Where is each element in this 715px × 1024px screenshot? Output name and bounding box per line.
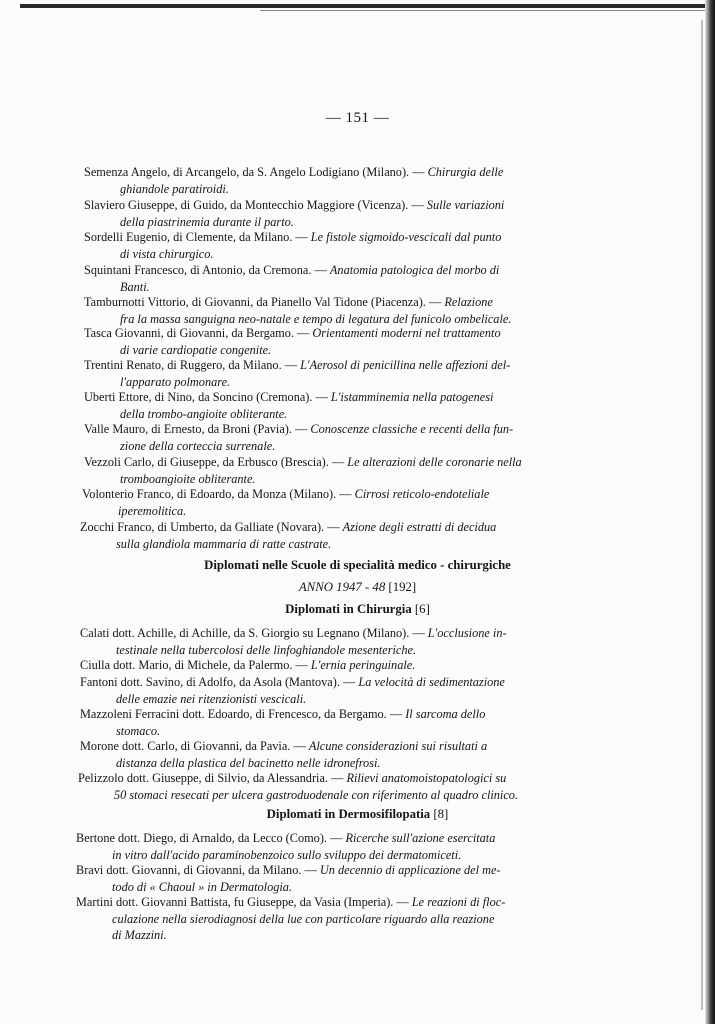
list-item bbox=[80, 657, 415, 674]
entry-title-cont: delle emazie nei ritenzionisti vescicali. bbox=[116, 691, 307, 706]
list-item bbox=[84, 421, 513, 454]
entry-title-cont: iperemolitica. bbox=[118, 503, 187, 518]
entry-title: L'Aerosol di penicillina nelle affezioni del- bbox=[300, 358, 511, 372]
entry-title: Il sarcoma dello bbox=[405, 707, 486, 721]
list-item bbox=[80, 738, 487, 771]
entry-author: Mazzoleni Ferracini dott. Edoardo, di Frencesco, da Bergamo. — bbox=[80, 707, 406, 721]
heading-chirurgia: Diplomati in Chirurgia [6] bbox=[285, 602, 430, 616]
entry-title-cont: tromboangioite obliterante. bbox=[120, 471, 256, 486]
entry-title-cont: culazione nella sierodiagnosi della lue con particolare riguardo alla reazione bbox=[112, 911, 495, 926]
entry-title: Conoscenze classiche e recenti della fun- bbox=[310, 422, 514, 436]
top-edge-rule bbox=[20, 4, 710, 8]
entry-title-cont: Banti. bbox=[120, 279, 150, 294]
list-item bbox=[76, 894, 505, 944]
list-item bbox=[76, 830, 495, 863]
entry-author: Calati dott. Achille, di Achille, da S. Giorgio su Legnano (Milano). — bbox=[80, 626, 428, 640]
entry-author: Tamburnotti Vittorio, di Giovanni, da Pianello Val Tidone (Piacenza). — bbox=[84, 295, 445, 309]
entry-author: Martini dott. Giovanni Battista, fu Giuseppe, da Vasia (Imperia). — bbox=[76, 895, 412, 909]
entry-title: Le fistole sigmoido-vescicali dal punto bbox=[310, 230, 502, 244]
entry-title: Le alterazioni delle coronarie nella bbox=[347, 455, 522, 469]
entry-title-cont: l'apparato polmonare. bbox=[120, 374, 231, 389]
entry-title: La velocità di sedimentazione bbox=[358, 675, 505, 689]
list-item bbox=[80, 519, 496, 552]
entry-title: Orientamenti moderni nel trattamento bbox=[312, 326, 501, 340]
list-item bbox=[78, 770, 518, 803]
entry-author: Valle Mauro, di Ernesto, da Broni (Pavia). — bbox=[84, 422, 311, 436]
entry-title-cont: di Mazzini. bbox=[112, 928, 167, 942]
entry-author: Bertone dott. Diego, di Arnaldo, da Lecco (Como). — bbox=[76, 831, 346, 845]
entry-title: Sulle variazioni bbox=[426, 198, 505, 212]
entry-title-cont: della trombo-angioite obliterante. bbox=[120, 406, 288, 421]
entry-author: Semenza Angelo, di Arcangelo, da S. Angelo Lodigiano (Milano). — bbox=[84, 165, 428, 179]
entry-title-cont: di vista chirurgico. bbox=[120, 246, 214, 261]
list-item bbox=[80, 706, 485, 739]
section-heading-specialita: Diplomati nelle Scuole di specialità medico - chirurgiche bbox=[204, 558, 511, 572]
entry-author: Tasca Giovanni, di Giovanni, da Bergamo. — bbox=[84, 326, 313, 340]
entry-author: Zocchi Franco, di Umberto, da Galliate (Novara). — bbox=[80, 520, 343, 534]
entry-title-cont: della piastrinemia durante il parto. bbox=[120, 214, 294, 229]
entry-title: L'occlusione in- bbox=[427, 626, 507, 640]
entry-title: Un decennio di applicazione del me- bbox=[319, 863, 501, 877]
entry-title-cont: in vitro dall'acido paraminobenzoico sullo sviluppo dei dermatomiceti. bbox=[112, 847, 462, 862]
entry-title: L'ernia peringuinale. bbox=[310, 658, 416, 672]
entry-title: Azione degli estratti di decidua bbox=[342, 520, 497, 534]
entry-author: Uberti Ettore, di Nino, da Soncino (Cremona). — bbox=[84, 390, 331, 404]
entry-author: Ciulla dott. Mario, di Michele, da Palermo. — bbox=[80, 658, 311, 672]
list-item bbox=[84, 454, 522, 487]
entry-title-cont: sulla glandiola mammaria di ratte castrate. bbox=[116, 536, 332, 551]
entry-title-cont: testinale nella tubercolosi delle linfoghiandole mesenteriche. bbox=[116, 642, 417, 657]
entry-author: Fantoni dott. Savino, di Adolfo, da Asola (Mantova). — bbox=[80, 675, 359, 689]
list-item bbox=[84, 294, 511, 327]
entry-title: Alcune considerazioni sui risultati a bbox=[308, 739, 488, 753]
entry-title: L'istamminemia nella patogenesi bbox=[330, 390, 494, 404]
entry-author: Pelizzolo dott. Giuseppe, di Silvio, da Alessandria. — bbox=[78, 771, 347, 785]
list-item bbox=[82, 486, 489, 519]
entry-title: Chirurgia delle bbox=[427, 165, 504, 179]
entry-author: Sordelli Eugenio, di Clemente, da Milano. — bbox=[84, 230, 311, 244]
right-page-edge bbox=[705, 0, 715, 1024]
entry-title: Anatomia patologica del morbo di bbox=[329, 263, 500, 277]
entry-author: Bravi dott. Giovanni, di Giovanni, da Milano. — bbox=[76, 863, 320, 877]
list-item bbox=[84, 229, 501, 262]
page-number: — 151 — bbox=[325, 110, 390, 126]
entry-title: Rilievi anatomoistopatologici su bbox=[346, 771, 507, 785]
year-heading: ANNO 1947 - 48 [192] bbox=[298, 580, 417, 594]
list-item bbox=[84, 325, 501, 358]
entry-title-cont: todo di « Chaoul » in Dermatologia. bbox=[112, 879, 293, 894]
list-item bbox=[84, 197, 504, 230]
entry-title-cont: distanza della plastica del bacinetto nelle idronefrosi. bbox=[116, 755, 381, 770]
list-item bbox=[84, 164, 503, 197]
entry-author: Vezzoli Carlo, di Giuseppe, da Erbusco (Brescia). — bbox=[84, 455, 348, 469]
entry-title-cont: fra la massa sanguigna neo-natale e tempo di legatura del funicolo ombelicale. bbox=[120, 311, 512, 326]
list-item bbox=[84, 357, 510, 390]
entry-title: Relazione bbox=[444, 295, 493, 309]
list-item bbox=[84, 262, 499, 295]
entry-author: Slaviero Giuseppe, di Guido, da Montecchio Maggiore (Vicenza). — bbox=[84, 198, 427, 212]
entry-author: Trentini Renato, di Ruggero, da Milano. — bbox=[84, 358, 301, 372]
list-item bbox=[84, 389, 493, 422]
entry-title-cont: zione della corteccia surrenale. bbox=[120, 438, 276, 453]
entry-title-cont: ghiandole paratiroidi. bbox=[120, 181, 229, 196]
entry-author: Squintani Francesco, di Antonio, da Cremona. — bbox=[84, 263, 330, 277]
right-page-edge-line bbox=[701, 20, 703, 1010]
top-edge-rule-thin bbox=[260, 10, 710, 11]
list-item bbox=[80, 674, 505, 707]
entry-author: Morone dott. Carlo, di Giovanni, da Pavia. — bbox=[80, 739, 309, 753]
entry-author: Volonterio Franco, di Edoardo, da Monza (Milano). — bbox=[82, 487, 355, 501]
list-item bbox=[80, 625, 507, 658]
heading-dermosifilopatia: Diplomati in Dermosifilopatia [8] bbox=[266, 807, 449, 821]
entry-title: Ricerche sull'azione esercitata bbox=[345, 831, 496, 845]
entry-title-cont: 50 stomaci resecati per ulcera gastroduodenale con riferimento al quadro clinico. bbox=[114, 787, 519, 802]
entry-title-cont: stomaco. bbox=[116, 723, 161, 738]
list-item bbox=[76, 862, 501, 895]
entry-title: Le reazioni di floc- bbox=[411, 895, 506, 909]
entry-title-cont: di varie cardiopatie congenite. bbox=[120, 342, 272, 357]
entry-title: Cirrosi reticolo-endoteliale bbox=[354, 487, 490, 501]
